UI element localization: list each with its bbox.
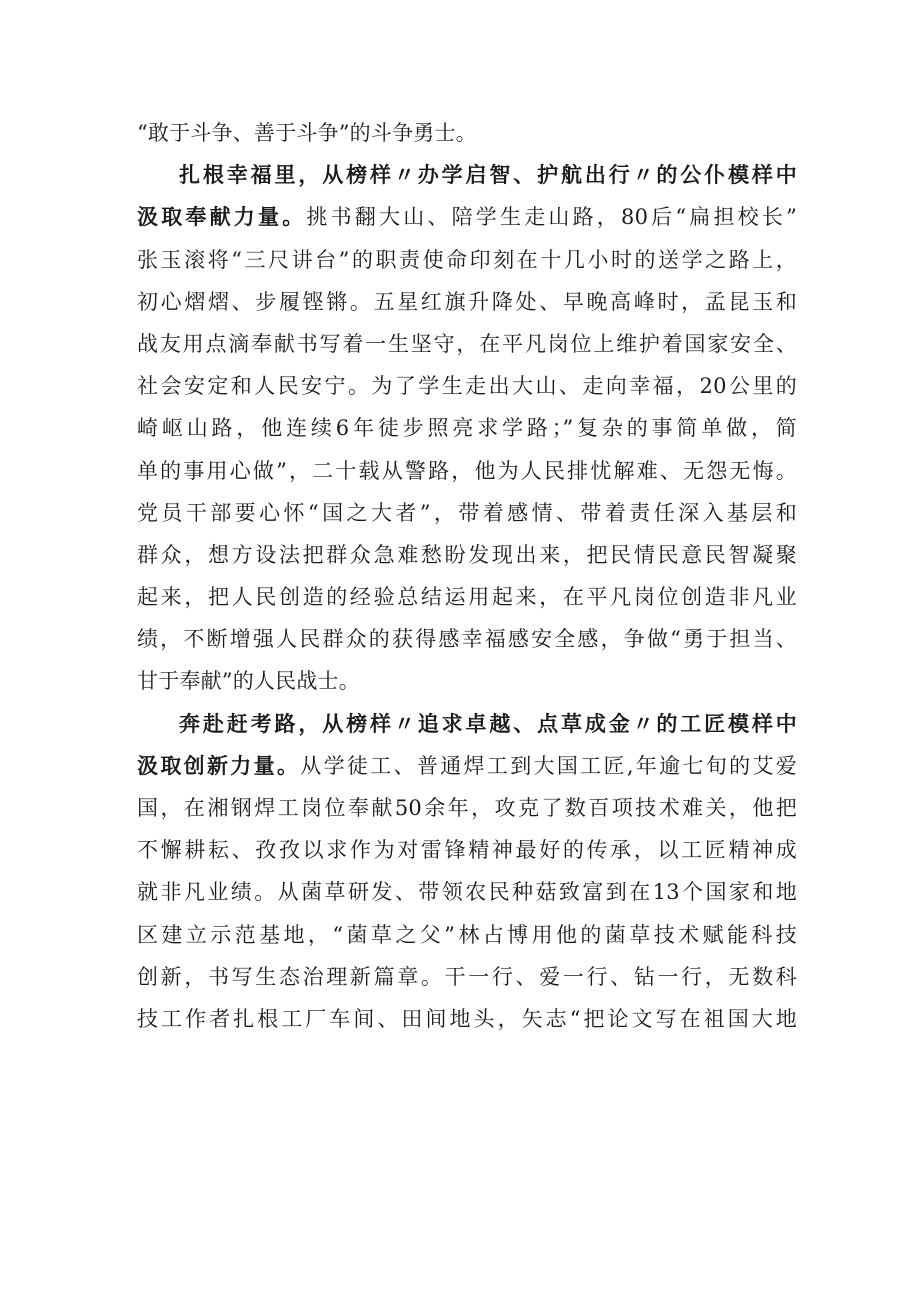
bold-lead-text: 汲取奉献力量。: [137, 204, 307, 230]
body-text: 崎岖山路，他连续6年徒步照亮求学路；”复杂的事简单做，简: [137, 416, 797, 441]
body-text: 就非凡业绩。从菌草研发、带领农民种菇致富到在13个国家和地: [137, 880, 797, 905]
body-text: 从学徒工、普通焊工到大国工匠,年逾七旬的艾爱: [300, 753, 797, 778]
text-line: [137, 956, 797, 998]
text-line: [137, 450, 797, 492]
text-line: [137, 239, 797, 281]
text-line: [137, 534, 797, 576]
text-line: [137, 323, 797, 365]
body-text: 起来，把人民创造的经验总结运用起来，在平凡岗位创造非凡业: [137, 585, 797, 610]
text-line: [137, 829, 797, 871]
body-text: 战友用点滴奉献书写着一生坚守，在平凡岗位上维护着国家安全、: [137, 331, 797, 356]
text-line: [137, 492, 797, 534]
body-text: 社会安定和人民安宁。为了学生走出大山、走向幸福，20公里的: [137, 374, 797, 399]
body-text: “敢于斗争、善于斗争”的斗争勇士。: [137, 121, 477, 145]
document-body: [137, 112, 797, 1040]
text-line: [137, 998, 797, 1040]
text-line: [137, 196, 797, 238]
text-line: [137, 407, 797, 449]
body-text: 单的事用心做”，二十载从警路，他为人民排忧解难、无怨无悔。: [137, 458, 797, 483]
text-line: [137, 112, 797, 154]
bold-lead-text: 扎根幸福里，从榜样〃办学启智、护航出行〃的公仆模样中: [179, 162, 797, 188]
text-line: [137, 914, 797, 956]
text-line: [137, 871, 797, 913]
text-line: [137, 281, 797, 323]
bold-lead-text: 汲取创新力量。: [137, 752, 301, 778]
paragraph: [137, 112, 797, 154]
body-text: 创新，书写生态治理新篇章。干一行、爱一行、钻一行，无数科: [137, 964, 797, 989]
body-text: 群众，想方设法把群众急难愁盼发现出来，把民情民意民智凝聚: [137, 542, 797, 567]
body-text: 绩，不断增强人民群众的获得感幸福感安全感，争做“勇于担当、: [137, 627, 797, 652]
text-line: [137, 660, 797, 702]
body-text: 技工作者扎根工厂车间、田间地头，矢志“把论文写在祖国大地: [137, 1006, 797, 1031]
body-text: 国，在湘钢焊工岗位奉献50余年，攻克了数百项技术难关，他把: [137, 796, 797, 820]
body-text: 张玉滚将“三尺讲台”的职责使命印刻在十几小时的送学之路上，: [137, 247, 797, 272]
body-text: 区建立示范基地，“菌草之父”林占博用他的菌草技术赋能科技: [137, 922, 797, 947]
text-line: [137, 576, 797, 618]
body-text: 初心熠熠、步履铿锵。五星红旗升降处、早晚高峰时，孟昆玉和: [137, 289, 797, 314]
paragraph: [137, 154, 797, 702]
bold-lead-text: 奔赴赶考路，从榜样〃追求卓越、点草成金〃的工匠模样中: [179, 710, 797, 736]
body-text: 不懈耕耘、孜孜以求作为对雷锋精神最好的传承，以工匠精神成: [137, 838, 797, 863]
text-line: [137, 787, 797, 829]
body-text: 党员干部要心怀“国之大者”，带着感情、带着责任深入基层和: [137, 500, 797, 525]
text-line: [137, 365, 797, 407]
text-line: [137, 618, 797, 660]
paragraph: [137, 703, 797, 1041]
body-text: 挑书翻大山、陪学生走山路，80后“扁担校长”: [306, 205, 797, 230]
text-line: [137, 703, 797, 745]
body-text: 甘于奉献”的人民战士。: [137, 669, 360, 694]
text-line: [137, 154, 797, 196]
text-line: [137, 745, 797, 787]
